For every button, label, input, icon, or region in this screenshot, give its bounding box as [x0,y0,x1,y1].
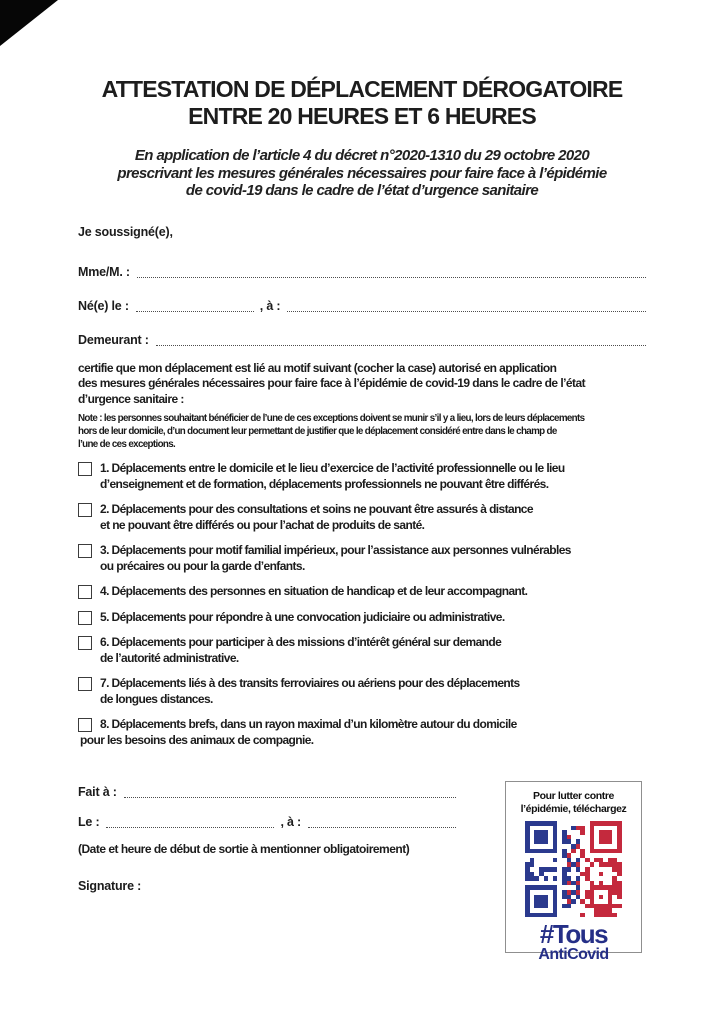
fait-a-row [78,784,458,801]
birthdate-input-line[interactable] [136,311,254,312]
name-field-row [78,264,648,281]
address-input-line[interactable] [156,345,646,346]
birthplace-label: , à : [259,298,281,313]
certify-paragraph [78,361,648,408]
motive-text-7: 7. Déplacements liés à des transits ferroviaires ou aériens pour des déplacements de longues distances. [100,676,520,706]
le-heure-input-line[interactable] [308,827,456,828]
motive-text-6: 6. Déplacements pour participer à des missions d’intérêt général sur demande de l’autorité administrative. [100,635,502,665]
note-paragraph [78,412,648,451]
checkbox-motive-4[interactable] [78,585,92,599]
certify-line2: des mesures générales nécessaires pour faire face à l’épidémie de covid-19 dans le cadre de l’état [78,376,586,390]
certify-line1: certifie que mon déplacement est lié au motif suivant (cocher la case) autorisé en application [78,360,557,375]
le-heure-label: , à : [280,815,301,829]
motive-text-1: 1. Déplacements entre le domicile et le lieu d’exercice de l’activité professionnelle ou le lieu d’enseignement et de formation, déplacements professionnels ne pouvant être différés. [100,461,565,491]
birth-field-row [78,298,648,315]
motive-item-2 [78,502,648,533]
name-input-line[interactable] [137,277,646,278]
form-title-line1: ATTESTATION DE DÉPLACEMENT DÉROGATOIRE [101,76,623,102]
form-title [0,0,724,130]
motive-item-4 [78,584,648,600]
form-subtitle [0,147,724,200]
note-line3: l’une de ces exceptions. [78,439,176,450]
note-line2: hors de leur domicile, d’un document leur permettant de justifier que le déplacement considéré entre dans le champ de [78,426,557,437]
motive-item-6 [78,635,648,666]
motive-text-2: 2. Déplacements pour des consultations et soins ne pouvant être assurés à distance et ne pouvant être différés ou pour l’achat de produits de santé. [100,502,533,532]
motive-item-7 [78,676,648,707]
note-line1: Note : les personnes souhaitant bénéficier de l’une de ces exceptions doivent se munir s’il y a lieu, lors de leurs déplacements [78,413,585,424]
hashtag-text: #Tous [539,919,608,950]
footer-section [78,784,458,893]
birthplace-input-line[interactable] [287,311,646,312]
motive-text-4: 4. Déplacements des personnes en situation de handicap et de leur accompagnant. [100,584,528,598]
qr-caption-line1: Pour lutter contre [533,790,614,802]
certify-line3: d’urgence sanitaire : [78,391,184,406]
le-date-input-line[interactable] [106,827,274,828]
checkbox-motive-8[interactable] [78,718,92,732]
motive-text-3: 3. Déplacements pour motif familial impérieux, pour l’assistance aux personnes vulnérables ou précaires ou pour la garde d’enfants. [100,543,571,573]
motive-item-3 [78,543,648,574]
intro-text: Je soussigné(e), [78,224,173,239]
date-note: (Date et heure de début de sortie à mentionner obligatoirement) [78,842,410,856]
checkbox-motive-7[interactable] [78,677,92,691]
name-label: Mme/M. : [78,264,130,279]
motive-item-5 [78,610,648,626]
fait-a-input-line[interactable] [124,797,456,798]
anticovid-panel [505,781,642,964]
form-subtitle-line3: de covid-19 dans le cadre de l’état d’urgence sanitaire [185,182,539,199]
address-field-row [78,332,648,349]
checkbox-motive-5[interactable] [78,611,92,625]
form-subtitle-line1: En application de l’article 4 du décret n°2020-1310 du 29 octobre 2020 [134,147,590,164]
qr-caption [506,790,641,816]
qr-code [525,821,622,917]
le-label: Le : [78,815,100,829]
birthdate-label: Né(e) le : [78,298,129,313]
brand-text: AntiCovid [538,946,609,964]
scan-corner-artifact [0,0,58,46]
form-subtitle-line2: prescrivant les mesures générales nécessaires pour faire face à l’épidémie [117,164,607,182]
checkbox-motive-1[interactable] [78,462,92,476]
checkbox-motive-6[interactable] [78,636,92,650]
motive-text-5: 5. Déplacements pour répondre à une convocation judiciaire ou administrative. [100,609,505,624]
motive-item-1 [78,461,648,492]
motive-item-8 [78,717,648,748]
motive-checklist [78,461,648,748]
address-label: Demeurant : [78,332,149,347]
fait-a-label: Fait à : [78,785,117,799]
signature-label: Signature : [78,879,142,893]
motive-text-8: 8. Déplacements brefs, dans un rayon maximal d’un kilomètre autour du domicile pour les besoins des animaux de compagnie. [80,717,517,747]
form-title-line2: ENTRE 20 HEURES ET 6 HEURES [188,103,536,129]
le-row [78,814,458,831]
checkbox-motive-3[interactable] [78,544,92,558]
checkbox-motive-2[interactable] [78,503,92,517]
qr-caption-line2: l’épidémie, téléchargez [520,803,627,815]
